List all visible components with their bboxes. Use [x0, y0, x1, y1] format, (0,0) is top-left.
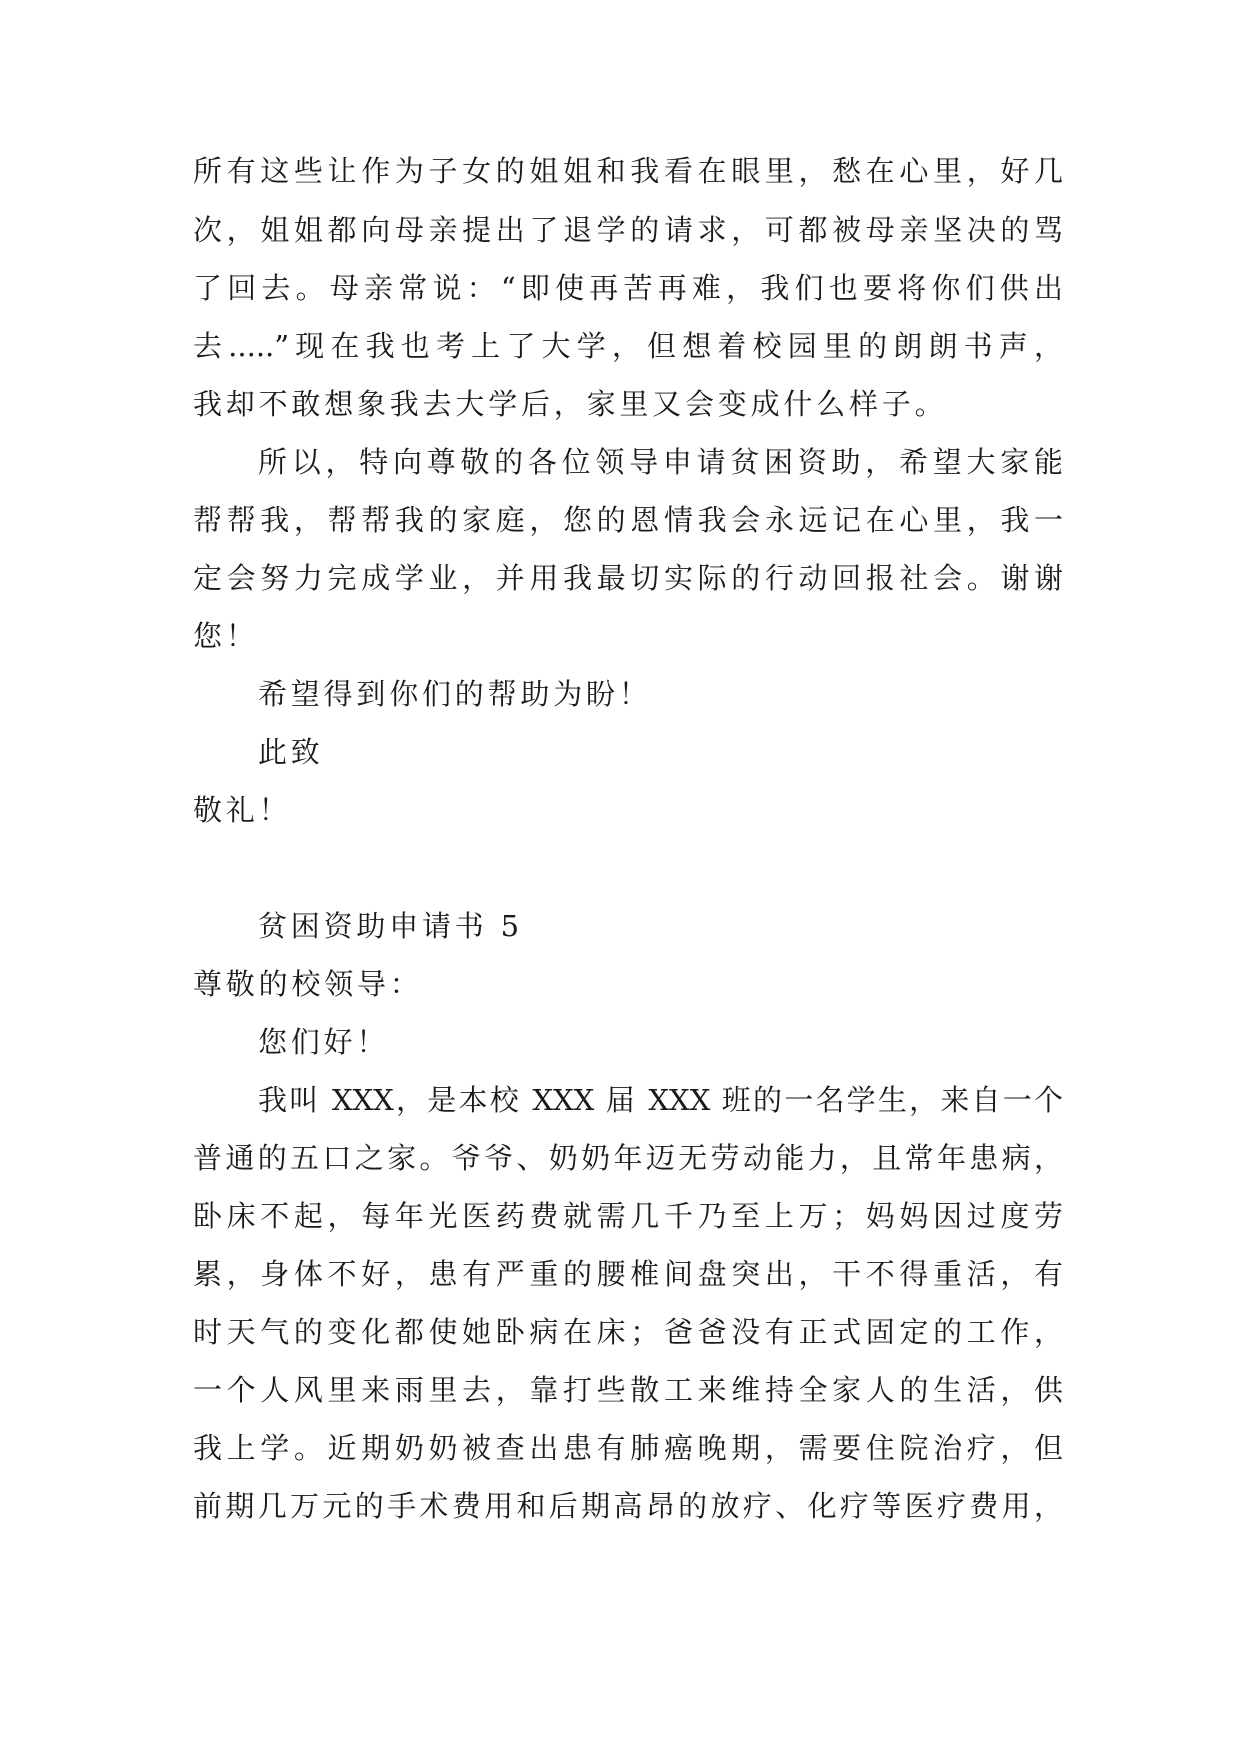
greeting-line: 您们好！ [258, 1025, 390, 1059]
paragraph-line: 我上学。近期奶奶被查出患有肺癌晚期，需要住院治疗，但 [193, 1431, 1063, 1465]
closing-line: 此致 [258, 735, 324, 769]
paragraph-line: 帮帮我，帮帮我的家庭，您的恩情我会永远记在心里，我一 [193, 503, 1063, 537]
paragraph-line: 希望得到你们的帮助为盼！ [258, 677, 652, 711]
addressee-line: 尊敬的校领导： [193, 967, 423, 1001]
paragraph-line: 普通的五口之家。爷爷、奶奶年迈无劳动能力，且常年患病， [193, 1141, 1063, 1175]
paragraph-line: 一个人风里来雨里去，靠打些散工来维持全家人的生活，供 [193, 1373, 1063, 1407]
paragraph-line: 累，身体不好，患有严重的腰椎间盘突出，干不得重活，有 [193, 1257, 1063, 1291]
paragraph-line: 所有这些让作为子女的姐姐和我看在眼里，愁在心里，好几 [193, 154, 1063, 188]
section-title: 贫困资助申请书 5 [258, 909, 523, 943]
paragraph-line: 定会努力完成学业，并用我最切实际的行动回报社会。谢谢 [193, 561, 1063, 595]
paragraph-line: 时天气的变化都使她卧病在床；爸爸没有正式固定的工作， [193, 1315, 1063, 1349]
paragraph-line: 次，姐姐都向母亲提出了退学的请求，可都被母亲坚决的骂 [193, 213, 1063, 247]
paragraph-line: 了回去。母亲常说：“即使再苦再难，我们也要将你们供出 [193, 271, 1063, 305]
paragraph-line: 去.....”现在我也考上了大学，但想着校园里的朗朗书声， [193, 329, 1063, 363]
paragraph-line: 所以，特向尊敬的各位领导申请贫困资助，希望大家能 [258, 445, 1063, 479]
salutation-line: 敬礼！ [193, 793, 292, 827]
paragraph-line: 我叫 XXX，是本校 XXX 届 XXX 班的一名学生，来自一个 [258, 1083, 1063, 1117]
paragraph-line: 卧床不起，每年光医药费就需几千乃至上万；妈妈因过度劳 [193, 1199, 1063, 1233]
paragraph-line: 前期几万元的手术费用和后期高昂的放疗、化疗等医疗费用， [193, 1489, 1063, 1523]
paragraph-line: 我却不敢想象我去大学后，家里又会变成什么样子。 [193, 387, 948, 421]
paragraph-line: 您！ [193, 619, 259, 653]
